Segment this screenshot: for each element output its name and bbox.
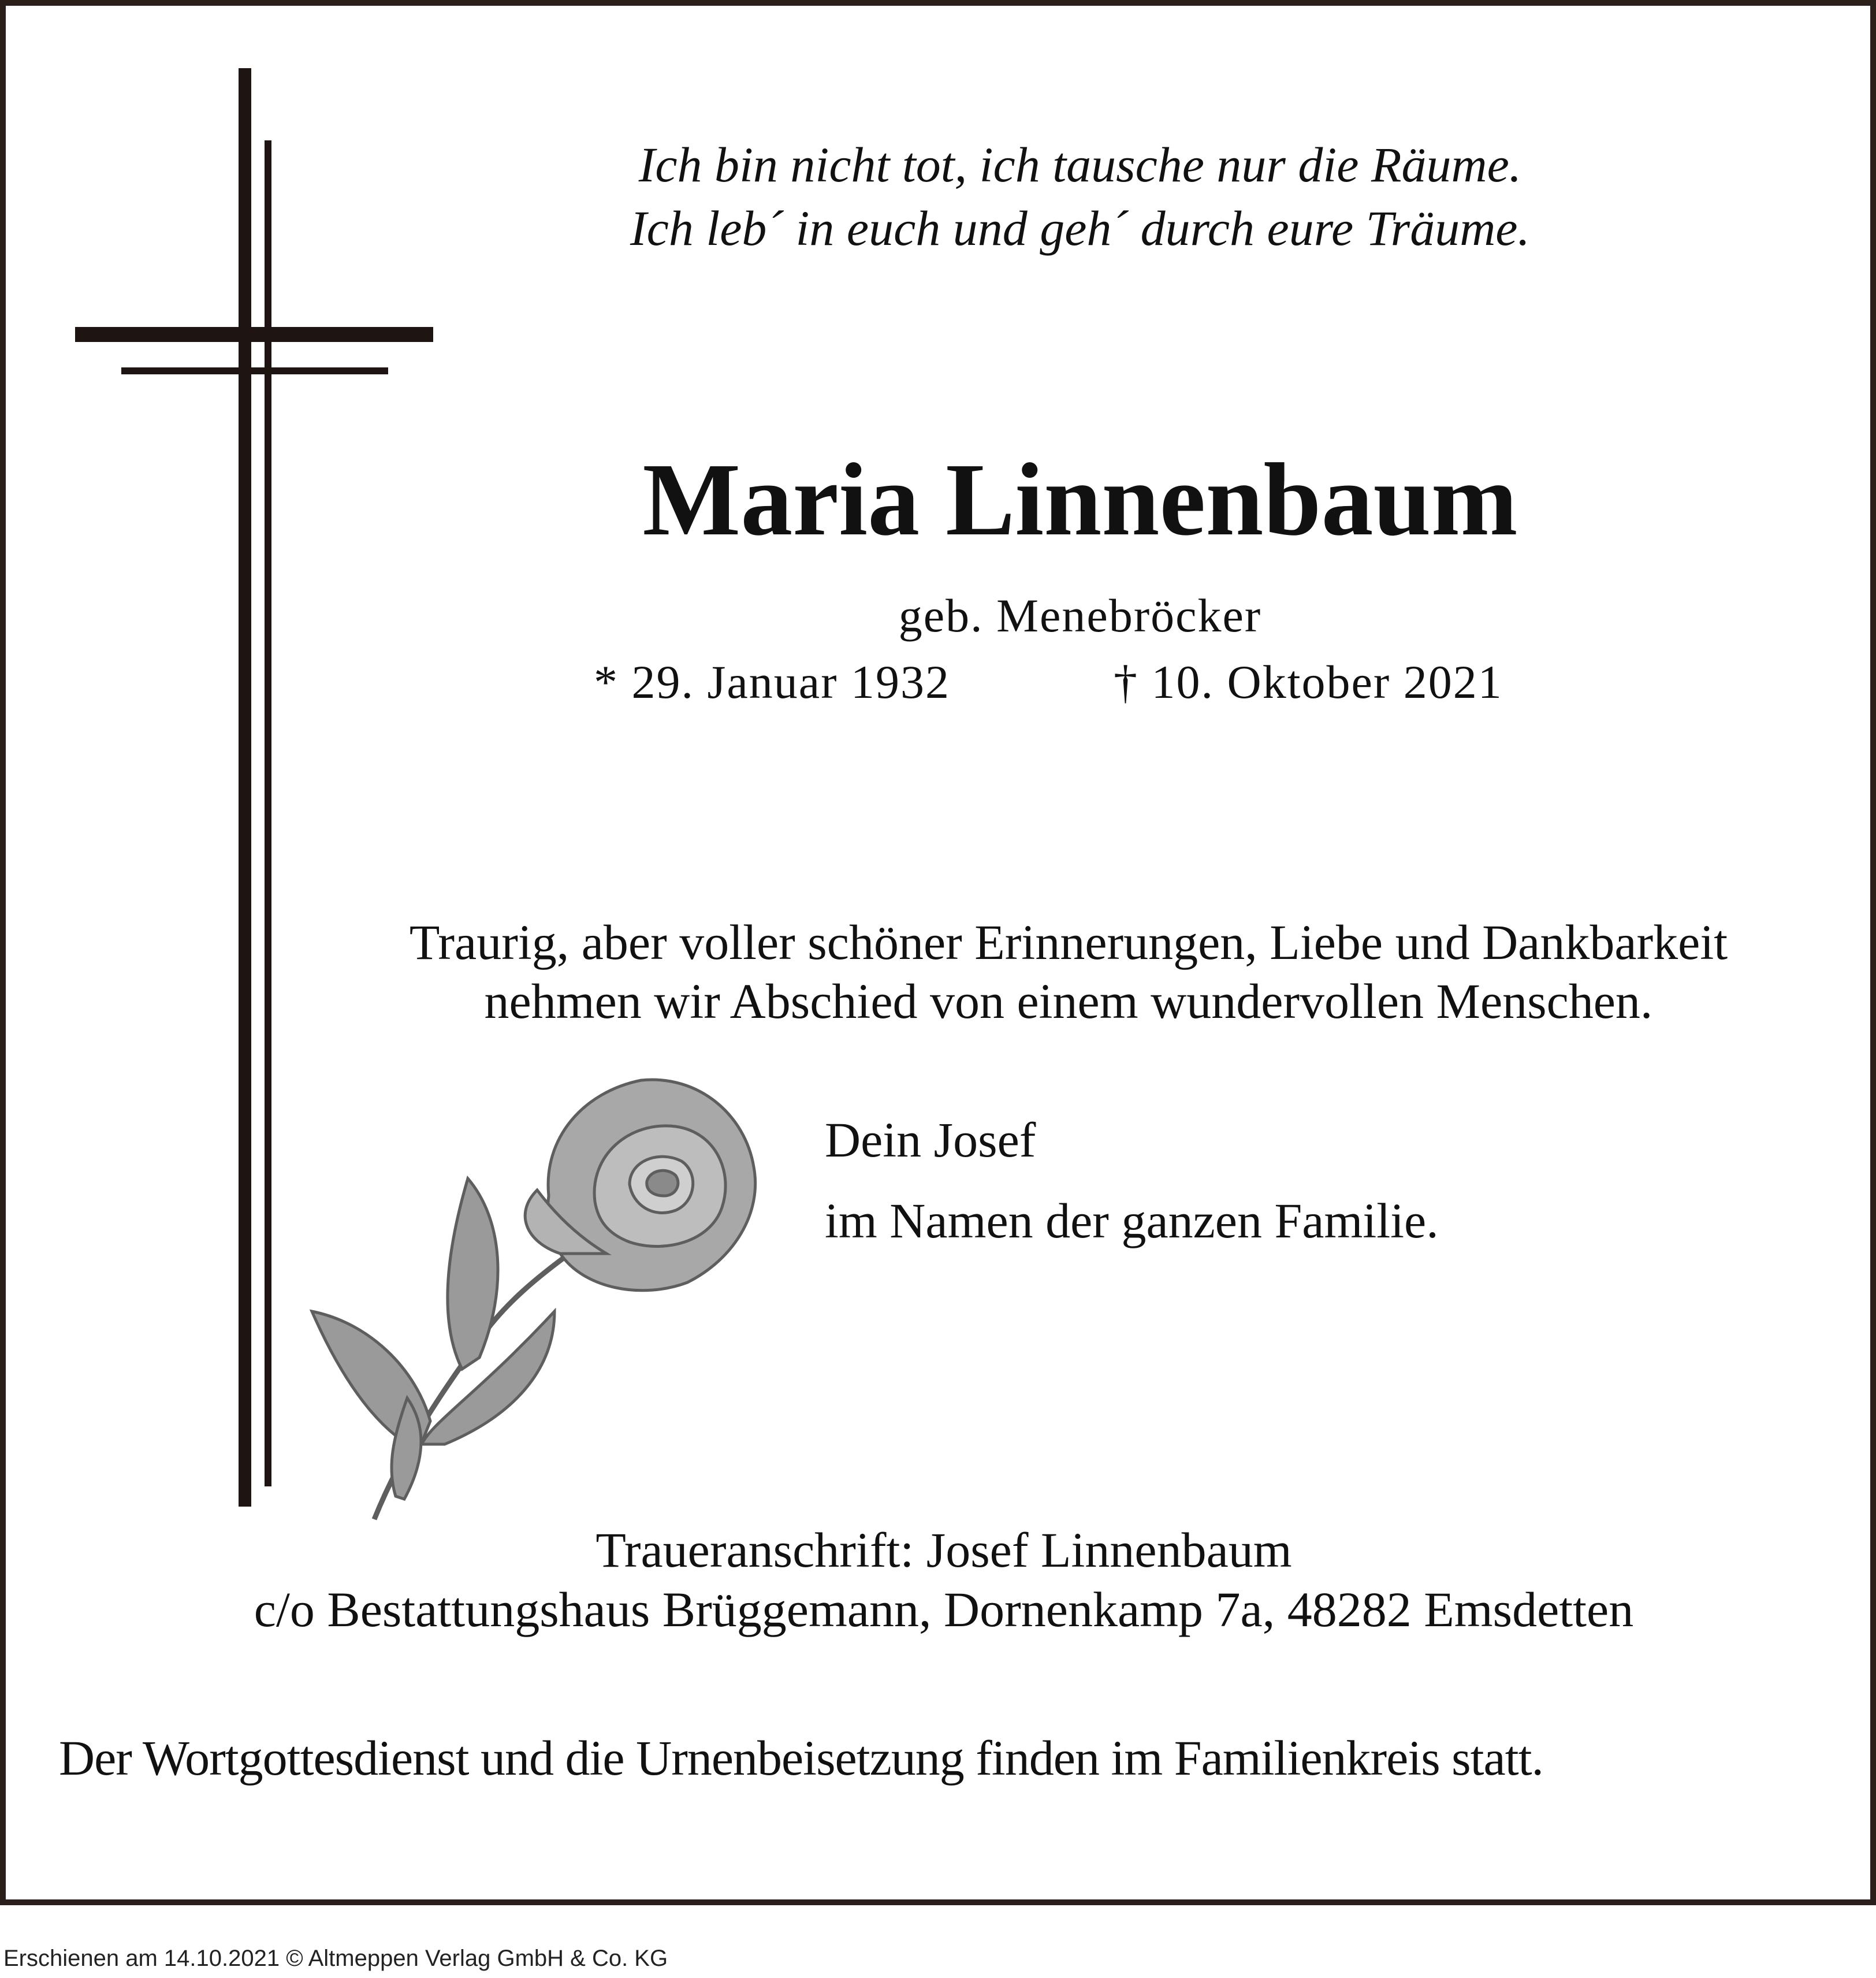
birth-date: * 29. Januar 1932	[594, 656, 951, 708]
address-line-2: c/o Bestattungshaus Brüggemann, Dornenkamp 7a, 48282 Emsdetten	[254, 1582, 1634, 1637]
signature-line-2: im Namen der ganzen Familie.	[825, 1193, 1439, 1248]
quote-line-1: Ich bin nicht tot, ich tausche nur die Räume.	[638, 137, 1522, 192]
publication-footer: Erschienen am 14.10.2021 © Altmeppen Verlag GmbH & Co. KG	[3, 1946, 668, 1971]
address-line-1: Traueranschrift: Josef Linnenbaum	[595, 1522, 1292, 1578]
quote-line-2: Ich leb´ in euch und geh´ durch eure Träume.	[630, 200, 1530, 256]
maiden-name: geb. Menebröcker	[898, 589, 1262, 642]
mourning-text-line-1: Traurig, aber voller schöner Erinnerungen, Liebe und Dankbarkeit	[409, 914, 1728, 970]
deceased-name: Maria Linnenbaum	[642, 442, 1518, 557]
mourning-text-line-2: nehmen wir Abschied von einem wundervollen Menschen.	[484, 973, 1653, 1029]
signature-line-1: Dein Josef	[825, 1112, 1036, 1168]
service-note: Der Wortgottesdienst und die Urnenbeisetzung finden im Familienkreis statt.	[59, 1730, 1544, 1786]
rose-icon	[306, 1069, 768, 1525]
death-date: † 10. Oktober 2021	[1114, 656, 1503, 708]
